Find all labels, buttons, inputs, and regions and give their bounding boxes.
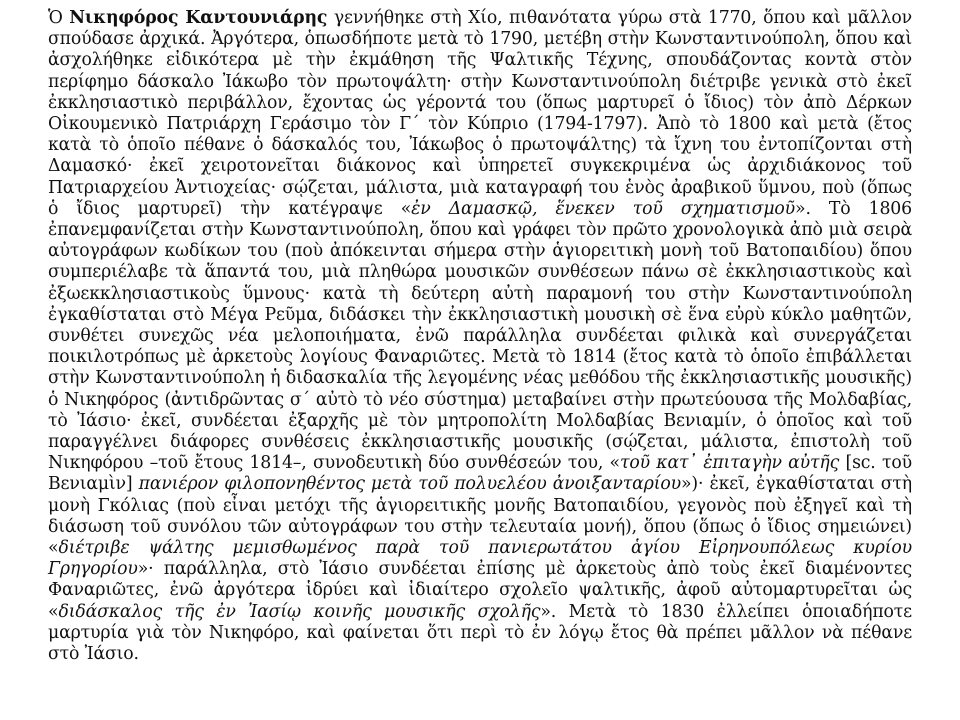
- text-run: »)· ἐκεῖ, ἐγκαθίσταται στὴ μονὴ Γκόλιας (ποὺ εἶναι μετόχι τῆς ἁγιορειτικῆς μονῆς Βατοπαιδίου, γεγονὸς ποὺ ἐξηγεῖ καὶ τὴ διάσωση τοῦ συνόλου τῶν αὐτογράφων του στὴν τελευταία μονή), ὅπου (ὅπως ὁ ἴδιος σημειώνει) «: [48, 474, 912, 559]
- text-run: Ὁ: [48, 8, 70, 28]
- biography-paragraph: [48, 8, 912, 665]
- quoted-text: διέτριβε ψάλτης μεμισθωμένος παρὰ τοῦ πανιερωτάτου ἁγίου Εἰρηνουπόλεως κυρίου Γρηγορίου: [48, 538, 912, 580]
- quoted-text: τοῦ κατ᾽ ἐπιταγὴν αὐτῆς: [619, 453, 840, 474]
- quoted-text: διδάσκαλος τῆς ἐν Ἰασίῳ κοινῆς μουσικῆς σχολῆς: [58, 601, 541, 622]
- quoted-text: πανιέρον φιλοπονηθέντος μετὰ τοῦ πολυελέου ἀνοιξανταρίου: [138, 474, 681, 495]
- text-run: γεννήθηκε στὴ Χίο, πιθανότατα γύρω στὰ 1770, ὅπου καὶ μᾶλλον σπούδασε ἀρχικά. Ἀργότερα, ὁπωσδήποτε μετὰ τὸ 1790, μετέβη στὴν Κωνσταντινούπολη, ὅπου καὶ ἀσχολήθηκε εἰδικότερα μὲ τὴν ἐκμάθηση τῆς Ψαλτικῆς Τέχνης, σπουδάζοντας κοντὰ στὸν περίφημο δάσκαλο Ἰάκωβο τὸν πρωτοψάλτη· στὴν Κωνσταντινούπολη διέτριβε γενικὰ στὸ ἐκεῖ ἐκκλησιαστικὸ περιβάλλον, ἔχοντας ὡς γέροντά του (ὅπως μαρτυρεῖ ὁ ἴδιος) τὸν ἀπὸ Δέρκων Οἰκουμενικὸ Πατριάρχη Γεράσιμο τὸν Γ΄ τὸν Κύπριο (1794-1797). Ἀπὸ τὸ 1800 καὶ μετὰ (ἔτος κατὰ τὸ ὁποῖο πέθανε ὁ δάσκαλός του, Ἰάκωβος ὁ πρωτοψάλτης) τὰ ἴχνη του ἐντοπίζονται στὴ Δαμασκό· ἐκεῖ χειροτονεῖται διάκονος καὶ ὑπηρετεῖ συγκεκριμένα ὡς ἀρχιδιάκονος τοῦ Πατριαρχείου Ἀντιοχείας· σῴζεται, μάλιστα, μιὰ καταγραφή του ἑνὸς ἀραβικοῦ ὕμνου, ποὺ (ὅπως ὁ ἴδιος μαρτυρεῖ) τὴν κατέγραψε «: [48, 8, 913, 219]
- text-run: ». Μετὰ τὸ 1830 ἐλλείπει ὁποιαδήποτε μαρτυρία γιὰ τὸν Νικηφόρο, καὶ φαίνεται ὅτι περὶ τὸ ἐν λόγῳ ἔτος θὰ πρέπει μᾶλλον νὰ πέθανε στὸ Ἰάσιο.: [48, 601, 912, 665]
- document-body: [48, 8, 912, 665]
- quoted-text: ἐν Δαμασκῷ, ἕνεκεν τοῦ σχηματισμοῦ: [411, 198, 796, 219]
- subject-name: Νικηφόρος Καντουνιάρης: [69, 8, 328, 28]
- text-run: ». Τὸ 1806 ἐπανεμφανίζεται στὴν Κωνσταντινούπολη, ὅπου καὶ γράφει τὸν πρῶτο χρονολογικὰ ἀπὸ μιὰ σειρὰ αὐτογράφων κωδίκων του (ποὺ ἀπόκεινται σήμερα στὴν ἁγιορειτικὴ μονὴ τοῦ Βατοπαιδίου) ὅπου συμπεριέλαβε τὰ ἅπαντά του, μιὰ πληθώρα μουσικῶν συνθέσεων πάνω σὲ ἐκκλησιαστικοὺς καὶ ἐξωεκκλησιαστικοὺς ὕμνους· κατὰ τὴ δεύτερη αὐτὴ παραμονή του στὴν Κωνσταντινούπολη ἐγκαθίσταται στὸ Μέγα Ρεῦμα, διδάσκει τὴν ἐκκλησιαστικὴ μουσικὴ σὲ ἕνα εὐρὺ κύκλο μαθητῶν, συνθέτει συνεχῶς νέα μελοποιήματα, ἐνῶ παράλληλα συνδέεται φιλικὰ καὶ συνεργάζεται ποικιλοτρόπως μὲ ἀρκετοὺς λογίους Φαναριῶτες. Μετὰ τὸ 1814 (ἔτος κατὰ τὸ ὁποῖο ἐπιβάλλεται στὴν Κωνσταντινούπολη ἡ διδασκαλία τῆς λεγομένης νέας μεθόδου τῆς ἐκκλησιαστικῆς μουσικῆς) ὁ Νικηφόρος (ἀντιδρῶντας σ΄ αὐτὸ τὸ νέο σύστημα) μεταβαίνει στὴν πρωτεύουσα τῆς Μολδαβίας, τὸ Ἰάσιο· ἐκεῖ, συνδέεται ἐξαρχῆς μὲ τὸν μητροπολίτη Μολδαβίας Βενιαμίν, ὁ ὁποῖος καὶ τοῦ παραγγέλνει διάφορες συνθέσεις ἐκκλησιαστικῆς μουσικῆς (σῴζεται, μάλιστα, ἐπιστολὴ τοῦ Νικηφόρου –τοῦ ἔτους 1814–, συνοδευτικὴ δύο συνθέσεών του, «: [48, 198, 912, 474]
- text-run: »· παράλληλα, στὸ Ἰάσιο συνδέεται ἐπίσης μὲ ἀρκετοὺς ἀπὸ τοὺς ἐκεῖ διαμένοντες Φαναριῶτες, ἐνῶ ἀργότερα ἱδρύει καὶ ἰδιαίτερο σχολεῖο ψαλτικῆς, ἀφοῦ αὐτομαρτυρεῖται ὡς «: [48, 559, 912, 622]
- text-run: [sc. τοῦ Βενιαμὶν]: [48, 453, 912, 495]
